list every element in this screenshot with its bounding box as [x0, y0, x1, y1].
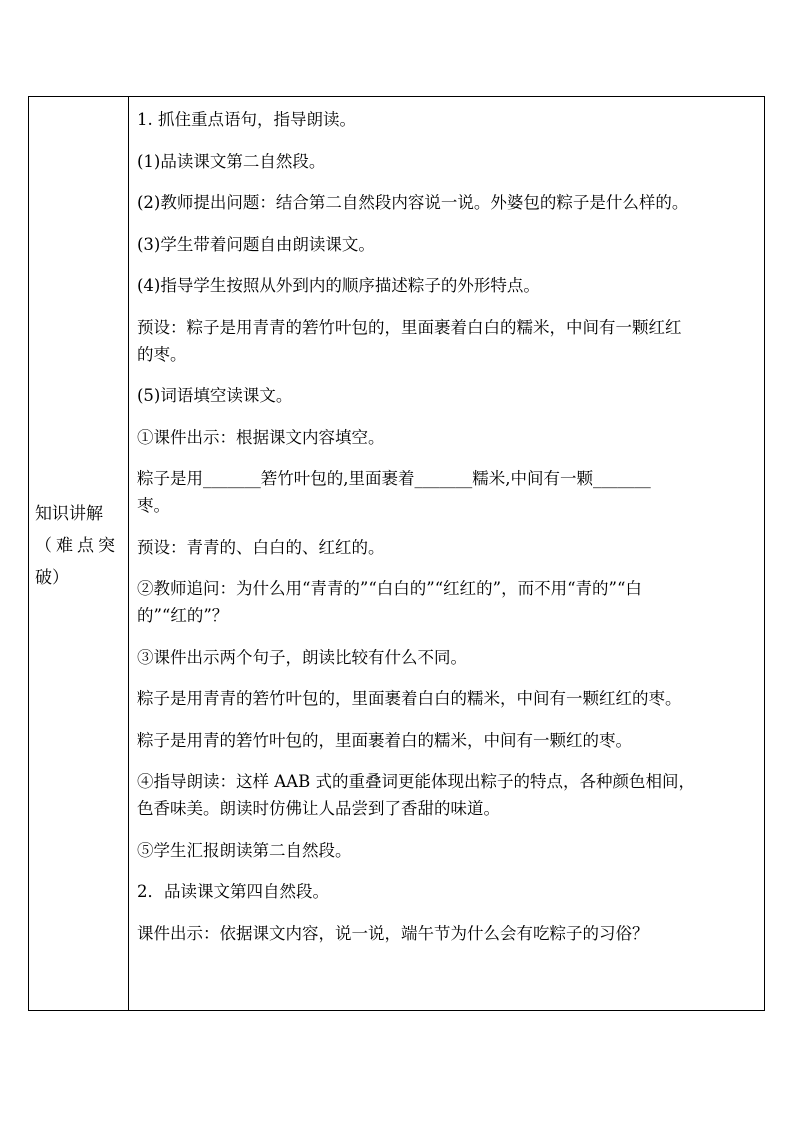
paragraph-line: (4)指导学生按照从外到内的顺序描述粽子的外形特点。 [137, 276, 540, 295]
reading-guidance [137, 768, 758, 822]
lesson-table [28, 96, 765, 1011]
paragraph-line: 预设：粽子是用青青的箬竹叶包的，里面裹着白白的糯米，中间有一颗红红 [137, 317, 682, 337]
step-2-heading [137, 878, 758, 905]
paragraph-line: 枣。 [137, 496, 170, 515]
section-label-line-1: 知识讲解 [35, 504, 103, 524]
step-1-3 [137, 231, 758, 258]
paragraph-line: 粽子是用青的箬竹叶包的，里面裹着白的糯米，中间有一颗红的枣。 [137, 730, 632, 750]
paragraph-line: ③课件出示两个句子，朗读比较有什么不同。 [137, 647, 467, 667]
comparison-sentence-1 [137, 685, 758, 712]
step-1-5 [137, 382, 758, 409]
paragraph-line: 课件出示：依据课文内容，说一说，端午节为什么会有吃粽子的习俗？ [137, 923, 649, 943]
step-1-4 [137, 272, 758, 299]
preset-answer-2 [137, 534, 758, 561]
step-1-2 [137, 189, 758, 216]
paragraph-line: 的枣。 [137, 344, 187, 364]
comparison-sentence-2 [137, 727, 758, 754]
paragraph-line: 色香味美。朗读时仿佛让人品尝到了香甜的味道。 [137, 799, 500, 818]
courseware-prompt-1 [137, 424, 758, 451]
paragraph-line: ①课件出示：根据课文内容填空。 [137, 427, 385, 447]
student-report [137, 837, 758, 864]
fill-in-blank-sentence [137, 465, 758, 519]
paragraph-line: (3)学生带着问题自由朗读课文。 [137, 234, 375, 254]
step-1-1 [137, 148, 758, 175]
courseware-prompt-2 [137, 644, 758, 671]
section-label-line-2: （难点突 [35, 536, 119, 556]
paragraph-line: 2．品读课文第四自然段。 [137, 882, 329, 901]
section-label-cell [29, 97, 129, 1010]
teacher-question [137, 575, 758, 629]
paragraph-line: 粽子是用青青的箬竹叶包的，里面裹着白白的糯米，中间有一颗红红的枣。 [137, 689, 682, 708]
paragraph-line: (2)教师提出问题：结合第二自然段内容说一说。外婆包的粽子是什么样的。 [137, 193, 689, 212]
paragraph-line: ④指导朗读：这样 AAB 式的重叠词更能体现出粽子的特点，各种颜色相间， [137, 772, 695, 791]
preset-answer-1 [137, 314, 758, 368]
paragraph-line: 的”“红的”？ [137, 606, 229, 625]
paragraph-line: ②教师追问：为什么用“青青的”“白白的”“红红的”，而不用“青的”“白 [137, 579, 642, 598]
paragraph-line: 预设：青青的、白白的、红红的。 [137, 537, 385, 557]
paragraph-line: ⑤学生汇报朗读第二自然段。 [137, 840, 352, 860]
step-1-heading [137, 106, 758, 133]
section-label-line-3: 破） [35, 568, 69, 588]
content-cell [129, 97, 764, 1010]
paragraph-line: (5)词语填空读课文。 [137, 386, 293, 405]
courseware-prompt-3 [137, 920, 758, 947]
section-label [35, 498, 127, 594]
paragraph-line: 粽子是用_______箬竹叶包的,里面裹着_______糯米,中间有一颗_______ [137, 469, 651, 488]
paragraph-line: 1. 抓住重点语句，指导朗读。 [137, 110, 356, 129]
paragraph-line: (1)品读课文第二自然段。 [137, 151, 326, 171]
